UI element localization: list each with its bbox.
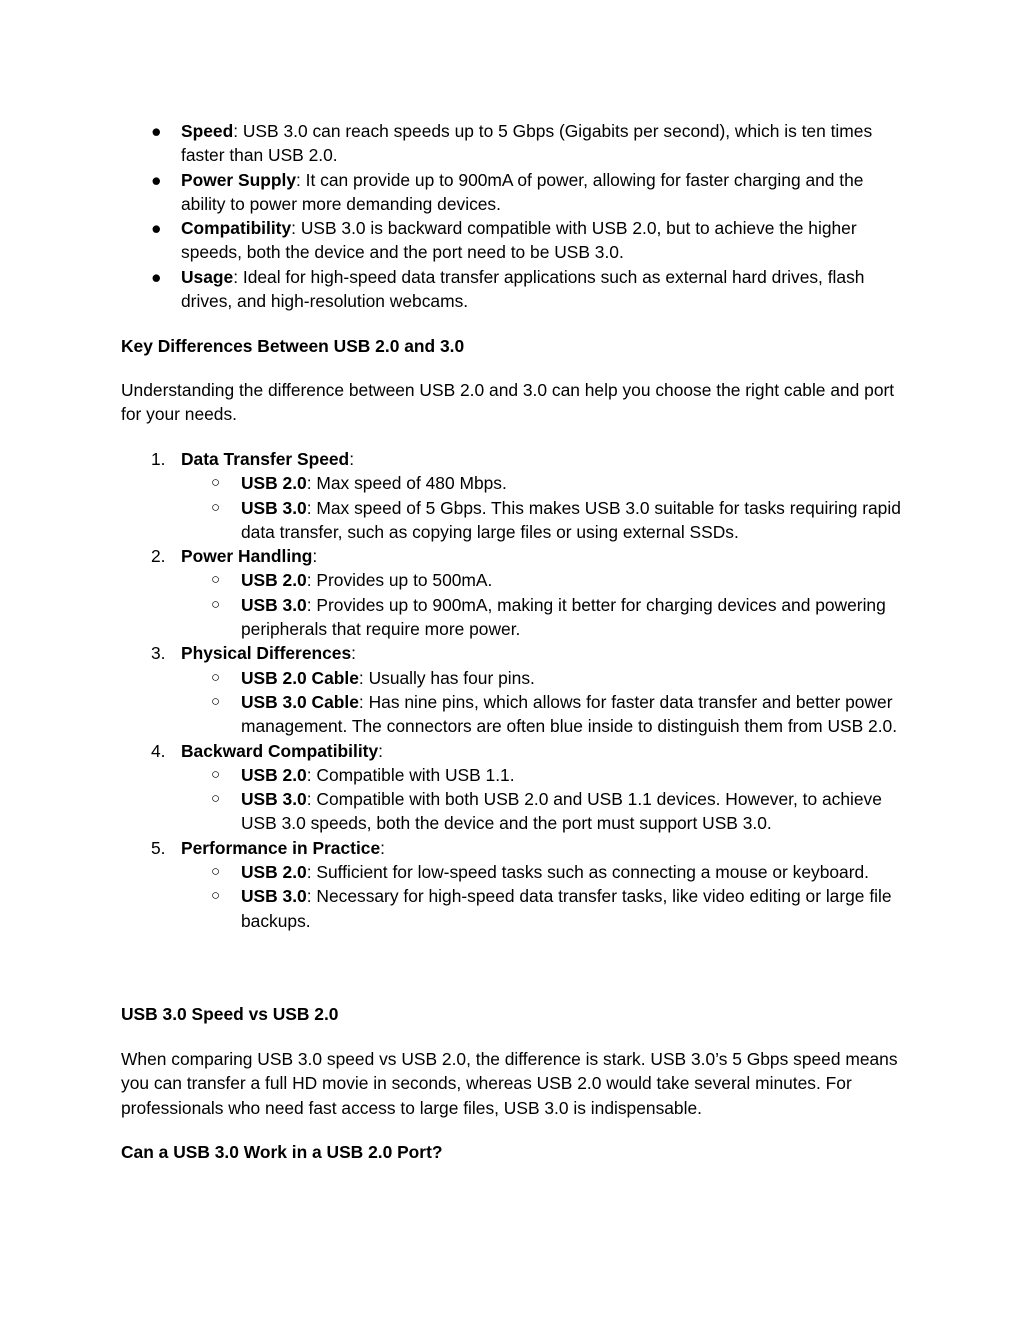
sub-term: USB 3.0 bbox=[241, 497, 307, 518]
circle-bullet-icon: ○ bbox=[211, 668, 221, 686]
sub-item bbox=[121, 496, 911, 545]
sub-item bbox=[121, 690, 911, 739]
circle-bullet-icon: ○ bbox=[211, 790, 221, 808]
difference-title: Power Handling bbox=[181, 546, 313, 567]
bullet-item-speed bbox=[121, 119, 911, 168]
bullet-term: Compatibility bbox=[181, 218, 292, 239]
section-paragraph-key-differences: Understanding the difference between USB 2.0 and 3.0 can help you choose the right cable and port for your needs. bbox=[121, 380, 895, 425]
sub-text: : Provides up to 900mA, making it better for charging devices and powering peripherals that require more power. bbox=[241, 594, 886, 640]
sub-term: USB 3.0 bbox=[241, 789, 307, 810]
sub-term: USB 2.0 bbox=[241, 764, 307, 785]
bullet-term: Power Supply bbox=[181, 169, 296, 190]
sub-item bbox=[121, 860, 911, 884]
sub-term: USB 3.0 bbox=[241, 594, 307, 615]
sub-item bbox=[121, 471, 911, 495]
bullet-item-power-supply bbox=[121, 168, 911, 217]
difference-suffix: : bbox=[349, 449, 355, 469]
sub-term: USB 3.0 bbox=[241, 886, 307, 907]
circle-bullet-icon: ○ bbox=[211, 474, 221, 492]
sub-item bbox=[121, 763, 911, 787]
sub-text: : Usually has four pins. bbox=[358, 667, 535, 688]
circle-bullet-icon: ○ bbox=[211, 887, 221, 905]
bullet-icon: ● bbox=[151, 121, 162, 141]
difference-suffix: : bbox=[351, 643, 356, 664]
difference-sub-list bbox=[181, 860, 911, 933]
difference-title: Physical Differences bbox=[181, 643, 352, 664]
sub-text: : Compatible with USB 1.1. bbox=[306, 764, 515, 785]
differences-numbered-list bbox=[121, 447, 911, 933]
sub-text: : Has nine pins, which allows for faster data transfer and better power management. The connectors are often blue inside to distinguish them from USB 2.0. bbox=[241, 691, 898, 737]
list-number: 2. bbox=[151, 546, 166, 567]
section-paragraph-speed-vs: When comparing USB 3.0 speed vs USB 2.0, the difference is stark. USB 3.0’s 5 Gbps speed means you can transfer a full HD movie in seconds, whereas USB 2.0 would take several minutes. For professionals who need fast access to large files, USB 3.0 is indispensable. bbox=[121, 1049, 898, 1118]
circle-bullet-icon: ○ bbox=[211, 498, 221, 516]
list-number: 3. bbox=[151, 643, 166, 664]
bullet-icon: ● bbox=[151, 266, 162, 287]
difference-sub-list bbox=[181, 763, 911, 836]
sub-text: : Max speed of 5 Gbps. This makes USB 3.0 suitable for tasks requiring rapid data transfer, such as copying large files or using external SSDs. bbox=[241, 497, 901, 542]
circle-bullet-icon: ○ bbox=[211, 765, 221, 783]
sub-item bbox=[121, 568, 911, 592]
circle-bullet-icon: ○ bbox=[211, 595, 221, 613]
list-number: 1. bbox=[151, 449, 166, 469]
bullet-text: : Ideal for high-speed data transfer applications such as external hard drives, flash drives, and high-resolution webcams. bbox=[181, 266, 865, 312]
sub-term: USB 2.0 Cable bbox=[241, 667, 359, 688]
bullet-icon: ● bbox=[151, 218, 162, 239]
circle-bullet-icon: ○ bbox=[211, 692, 221, 710]
bullet-item-usage bbox=[121, 265, 911, 314]
bullet-term: Speed bbox=[181, 121, 234, 141]
differences-list-container bbox=[121, 447, 911, 933]
sub-text: : Sufficient for low-speed tasks such as connecting a mouse or keyboard. bbox=[306, 862, 870, 883]
difference-suffix: : bbox=[378, 740, 383, 761]
sub-text: : Compatible with both USB 2.0 and USB 1.1 devices. However, to achieve USB 3.0 speeds, both the device and the port must support USB 3.0. bbox=[241, 789, 882, 834]
intro-bullet-list-container bbox=[121, 119, 911, 313]
circle-bullet-icon: ○ bbox=[211, 571, 221, 589]
difference-title: Performance in Practice bbox=[181, 837, 381, 858]
difference-suffix: : bbox=[380, 837, 385, 858]
sub-term: USB 3.0 Cable bbox=[241, 691, 359, 712]
difference-sub-list bbox=[181, 568, 911, 641]
sub-item bbox=[121, 884, 911, 933]
difference-item-power-handling bbox=[121, 544, 911, 641]
difference-item-performance-in-practice bbox=[121, 836, 911, 933]
sub-term: USB 2.0 bbox=[241, 862, 307, 883]
circle-bullet-icon: ○ bbox=[211, 863, 221, 881]
sub-text: : Max speed of 480 Mbps. bbox=[306, 473, 507, 494]
sub-item bbox=[121, 593, 911, 642]
difference-title: Data Transfer Speed bbox=[181, 449, 350, 469]
difference-suffix: : bbox=[312, 546, 318, 567]
sub-term: USB 2.0 bbox=[241, 473, 307, 494]
difference-title: Backward Compatibility bbox=[181, 740, 379, 761]
sub-text: : Necessary for high-speed data transfer tasks, like video editing or large file backups. bbox=[241, 886, 892, 931]
bullet-text: : USB 3.0 can reach speeds up to 5 Gbps (Gigabits per second), which is ten times faster than USB 2.0. bbox=[181, 121, 873, 166]
difference-item-data-transfer-speed bbox=[121, 447, 911, 544]
section-heading-key-differences: Key Differences Between USB 2.0 and 3.0 bbox=[121, 336, 465, 356]
difference-item-backward-compatibility bbox=[121, 739, 911, 836]
sub-item bbox=[121, 666, 911, 690]
intro-bullet-list bbox=[121, 119, 911, 313]
bullet-icon: ● bbox=[151, 169, 162, 190]
sub-item bbox=[121, 787, 911, 836]
difference-sub-list bbox=[181, 666, 911, 739]
section-heading-speed-vs: USB 3.0 Speed vs USB 2.0 bbox=[121, 1004, 339, 1024]
difference-sub-list bbox=[181, 471, 911, 544]
list-number: 4. bbox=[151, 740, 166, 761]
difference-item-physical-differences bbox=[121, 641, 911, 738]
bullet-item-compatibility bbox=[121, 216, 911, 265]
list-number: 5. bbox=[151, 837, 166, 858]
sub-text: : Provides up to 500mA. bbox=[306, 570, 493, 591]
section-heading-usb3-in-usb2-port: Can a USB 3.0 Work in a USB 2.0 Port? bbox=[121, 1142, 443, 1162]
bullet-term: Usage bbox=[181, 266, 234, 287]
bullet-text: : It can provide up to 900mA of power, allowing for faster charging and the ability to power more demanding devices. bbox=[181, 169, 864, 214]
sub-term: USB 2.0 bbox=[241, 570, 307, 591]
bullet-text: : USB 3.0 is backward compatible with USB 2.0, but to achieve the higher speeds, both the device and the port need to be USB 3.0. bbox=[181, 218, 857, 263]
